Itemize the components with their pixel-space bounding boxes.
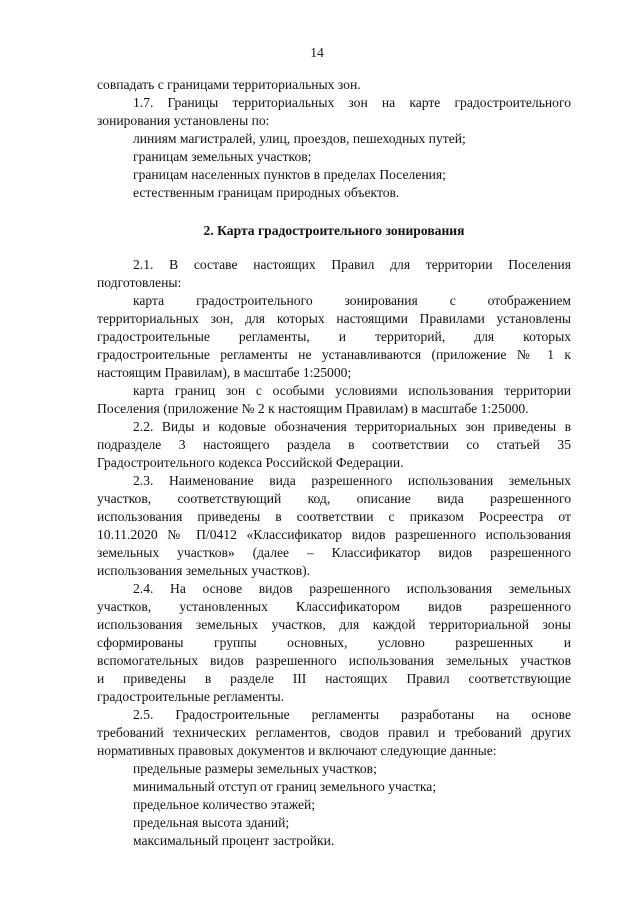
text-line: 10.11.2020 № П/0412 «Классификатор видов разрешенного использования [97, 527, 571, 542]
list-item: границам населенных пунктов в пределах Поселения; [133, 167, 446, 182]
list-item: предельная высота зданий; [133, 815, 290, 830]
boundary-list [97, 130, 571, 202]
text-line: 2.3. Наименование вида разрешенного использования земельных [133, 473, 571, 488]
text-line: подразделе 3 настоящего раздела в соответствии со статьей 35 [97, 437, 571, 452]
text-line: и приведены в разделе III настоящих Правил соответствующие [97, 671, 571, 686]
text-line: градостроительные регламенты не устанавливаются (приложение № 1 к [97, 347, 571, 362]
text-line: подготовлены: [97, 275, 182, 290]
text-line: сформированы группы основных, условно разрешенных и [97, 635, 571, 650]
text-line: требований технических регламентов, сводов правил и требований других [97, 725, 571, 740]
list-item: предельное количество этажей; [133, 797, 316, 812]
text-line: участков, установленных Классификатором видов разрешенного [97, 599, 571, 614]
section-heading: 2. Карта градостроительного зонирования [203, 223, 465, 238]
paragraph-2-1 [97, 256, 571, 292]
text-line: Градостроительного кодекса Российской Федерации. [97, 455, 404, 470]
text-line: территориальных зон, для которых настоящими Правилами установлены [97, 311, 571, 326]
text-line: зонирования установлены по: [97, 113, 270, 128]
regulation-data-list [97, 760, 571, 850]
paragraph-2-5 [97, 706, 571, 760]
text-line: 2.5. Градостроительные регламенты разработаны на основе [133, 707, 571, 722]
text-line: вспомогательных видов разрешенного использования земельных участков [97, 653, 571, 668]
paragraph-1-7 [97, 94, 571, 130]
text-line: нормативных правовых документов и включают следующие данные: [97, 743, 497, 758]
document-body [97, 76, 571, 850]
text-line: 2.4. На основе видов разрешенного использования земельных [133, 581, 571, 596]
text-line: карта границ зон с особыми условиями использования территории [133, 383, 571, 398]
text-line: 1.7. Границы территориальных зон на карте градостроительного [133, 95, 571, 110]
continuation-line: совпадать с границами территориальных зон. [97, 77, 361, 92]
text-line: градостроительные регламенты, и территорий, для которых [97, 329, 571, 344]
text-line: использования земельных участков, для каждой территориальной зоны [97, 617, 571, 632]
list-item: предельные размеры земельных участков; [133, 761, 377, 776]
text-line: использования приведены в соответствии с приказом Росреестра от [97, 509, 571, 524]
paragraph-2-3 [97, 472, 571, 580]
paragraph-2-4 [97, 580, 571, 706]
text-line: Поселения (приложение № 2 к настоящим Правилам) в масштабе 1:25000. [97, 401, 529, 416]
list-item: естественным границам природных объектов. [133, 185, 400, 200]
text-line: использования земельных участков). [97, 563, 311, 578]
text-line: участков, соответствующий код, описание вида разрешенного [97, 491, 571, 506]
text-line: карта градостроительного зонирования с отображением [133, 293, 571, 308]
text-line: земельных участков» (далее – Классификатор видов разрешенного [97, 545, 571, 560]
paragraph-2-2 [97, 418, 571, 472]
paragraph-2-1-a [97, 292, 571, 382]
list-item: максимальный процент застройки. [133, 833, 335, 848]
text-line: настоящим Правилам), в масштабе 1:25000; [97, 365, 352, 380]
list-item: границам земельных участков; [133, 149, 312, 164]
text-line: 2.1. В составе настоящих Правил для территории Поселения [133, 257, 571, 272]
text-line: 2.2. Виды и кодовые обозначения территориальных зон приведены в [133, 419, 571, 434]
list-item: линиям магистралей, улиц, проездов, пешеходных путей; [133, 131, 466, 146]
paragraph-2-1-b [97, 382, 571, 418]
text-line: градостроительные регламенты. [97, 689, 285, 704]
list-item: минимальный отступ от границ земельного участка; [133, 779, 437, 794]
page-number: 14 [310, 45, 324, 60]
